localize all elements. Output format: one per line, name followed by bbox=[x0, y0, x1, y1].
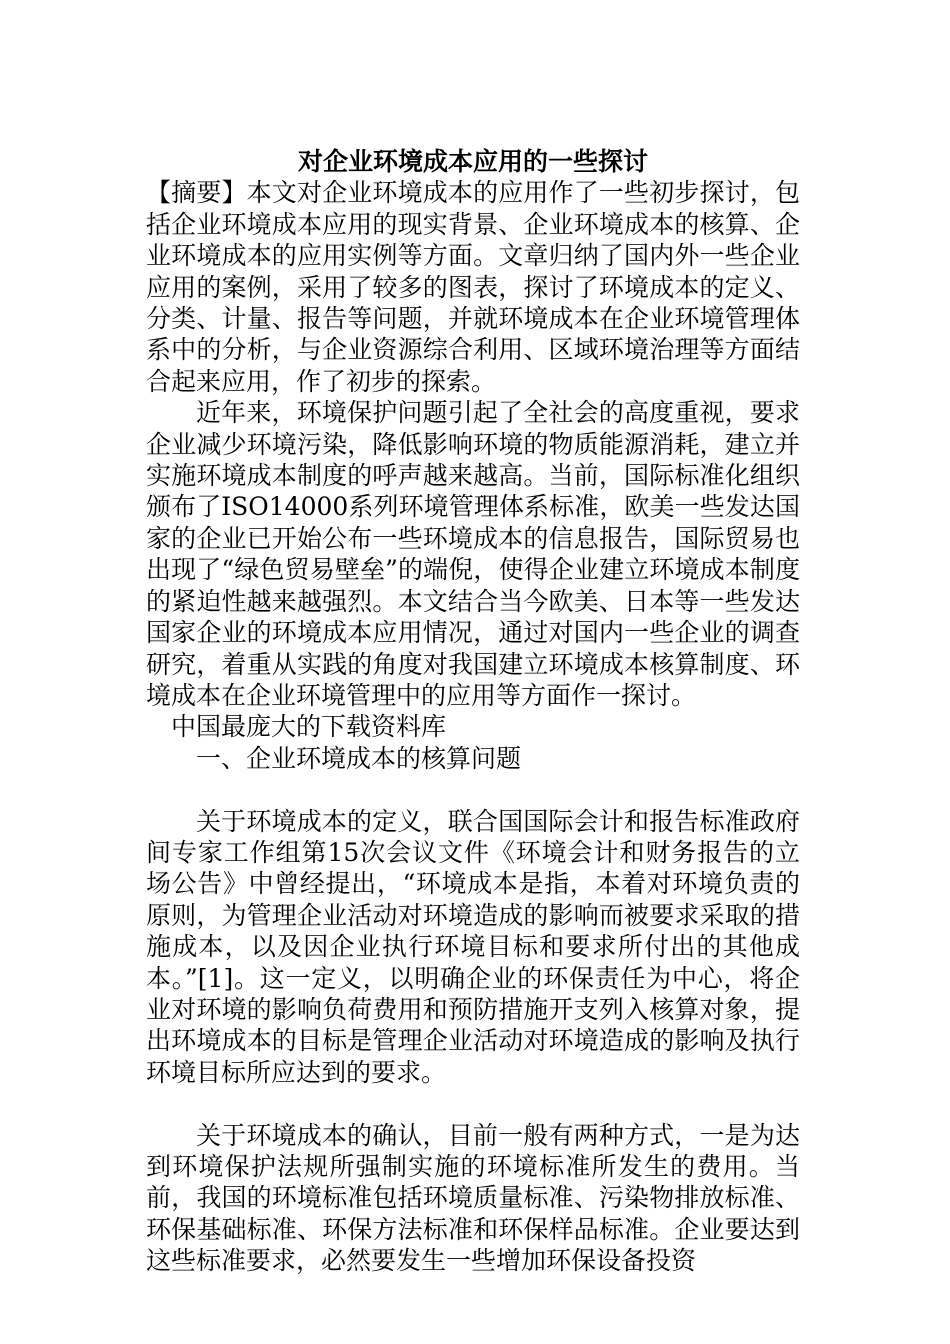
document-body bbox=[146, 146, 800, 1277]
page-title: 对企业环境成本应用的一些探讨 bbox=[297, 147, 648, 176]
intro-paragraph: 近年来，环境保护问题引起了全社会的高度重视，要求企业减少环境污染，降低影响环境的物质能源消耗，建立并实施环境成本制度的呼声越来越高。当前，国际标准化组织颁布了ISO14000系列环境管理体系标准，欧美一些发达国家的企业已开始公布一些环境成本的信息报告，国际贸易也出现了“绿色贸易壁垒”的端倪，使得企业建立环境成本制度的紧迫性越来越强烈。本文结合当今欧美、日本等一些发达国家企业的环境成本应用情况，通过对国内一些企业的调查研究，着重从实践的角度对我国建立环境成本核算制度、环境成本在企业环境管理中的应用等方面作一探讨。 bbox=[146, 398, 800, 710]
abstract-paragraph: 【摘要】本文对企业环境成本的应用作了一些初步探讨，包括企业环境成本应用的现实背景、企业环境成本的核算、企业环境成本的应用实例等方面。文章归纳了国内外一些企业应用的案例，采用了较多的图表，探讨了环境成本的定义、分类、计量、报告等问题，并就环境成本在企业环境管理体系中的分析，与企业资源综合利用、区域环境治理等方面结合起来应用，作了初步的探索。 bbox=[146, 178, 800, 396]
confirmation-paragraph: 关于环境成本的确认，目前一般有两种方式，一是为达到环境保护法规所强制实施的环境标准所发生的费用。当前，我国的环境标准包括环境质量标准、污染物排放标准、环保基础标准、环保方法标准和环保样品标准。企业要达到这些标准要求，必然要发生一些增加环保设备投资 bbox=[146, 1120, 800, 1276]
watermark-line: 中国最庞大的下载资料库 bbox=[171, 712, 447, 742]
blank-line bbox=[146, 774, 800, 805]
definition-paragraph: 关于环境成本的定义，联合国国际会计和报告标准政府间专家工作组第15次会议文件《环境会计和财务报告的立场公告》中曾经提出，“环境成本是指，本着对环境负责的原则，为管理企业活动对环境造成的影响而被要求采取的措施成本，以及因企业执行环境目标和要求所付出的其他成本。”[1]。这一定义，以明确企业的环保责任为中心，将企业对环境的影响负荷费用和预防措施开支列入核算对象，提出环境成本的目标是管理企业活动对环境造成的影响及执行环境目标所应达到的要求。 bbox=[146, 806, 800, 1087]
blank-line bbox=[146, 1088, 800, 1119]
section-heading: 一、企业环境成本的核算问题 bbox=[196, 743, 522, 773]
